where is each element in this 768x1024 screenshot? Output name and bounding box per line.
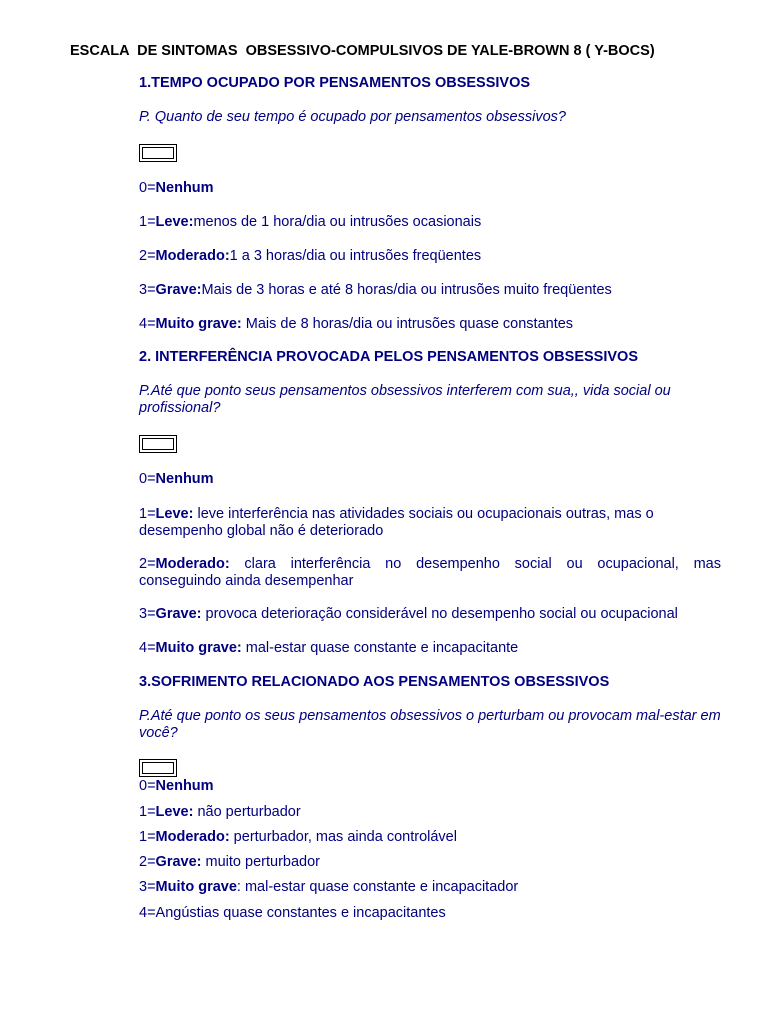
section-3-option-5: 4=Angústias quase constantes e incapacitantes xyxy=(139,905,446,921)
section-3-option-4: 3=Muito grave: mal-estar quase constante e incapacitador xyxy=(139,879,519,895)
section-3-score-box[interactable] xyxy=(139,759,177,777)
section-1-option-2: 2=Moderado:1 a 3 horas/dia ou intrusões freqüentes xyxy=(139,248,482,264)
section-2-score-box[interactable] xyxy=(139,435,177,453)
section-3-option-3: 2=Grave: muito perturbador xyxy=(139,854,320,870)
section-2-question: P.Até que ponto seus pensamentos obsessivos interferem com sua,, vida social ou profissional? xyxy=(139,383,671,416)
section-1-score-box[interactable] xyxy=(139,144,177,162)
section-3-option-1: 1=Leve: não perturbador xyxy=(139,804,301,820)
section-2-heading: 2. INTERFERÊNCIA PROVOCADA PELOS PENSAMENTOS OBSESSIVOS xyxy=(139,349,638,365)
section-2-option-3: 3=Grave: provoca deterioração considerável no desempenho social ou ocupacional xyxy=(139,606,678,622)
section-2-option-0: 0=Nenhum xyxy=(139,471,214,487)
section-3-question: P.Até que ponto os seus pensamentos obsessivos o perturbam ou provocam mal-estar em você? xyxy=(139,708,721,741)
section-1-option-1: 1=Leve:menos de 1 hora/dia ou intrusões ocasionais xyxy=(139,214,482,230)
section-1-option-4: 4=Muito grave: Mais de 8 horas/dia ou intrusões quase constantes xyxy=(139,316,574,332)
section-1-question: P. Quanto de seu tempo é ocupado por pensamentos obsessivos? xyxy=(139,109,566,125)
section-2-option-4: 4=Muito grave: mal-estar quase constante e incapacitante xyxy=(139,640,519,656)
section-3-option-2: 1=Moderado: perturbador, mas ainda controlável xyxy=(139,829,457,845)
section-1-option-0: 0=Nenhum xyxy=(139,180,214,196)
section-2-option-2: 2=Moderado: clara interferência no desempenho social ou ocupacional, mas conseguindo ainda desempenhar xyxy=(139,556,721,589)
section-1-heading: 1.TEMPO OCUPADO POR PENSAMENTOS OBSESSIVOS xyxy=(139,75,531,91)
document-title: ESCALA DE SINTOMAS OBSESSIVO-COMPULSIVOS DE YALE-BROWN 8 ( Y-BOCS) xyxy=(70,43,655,59)
section-3-heading: 3.SOFRIMENTO RELACIONADO AOS PENSAMENTOS OBSESSIVOS xyxy=(139,674,610,690)
section-2-option-1: 1=Leve: leve interferência nas atividades sociais ou ocupacionais outras, mas o desempenho global não é deteriorado xyxy=(139,506,654,539)
section-3-option-0: 0=Nenhum xyxy=(139,778,214,794)
section-1-option-3: 3=Grave:Mais de 3 horas e até 8 horas/dia ou intrusões muito freqüentes xyxy=(139,282,612,298)
